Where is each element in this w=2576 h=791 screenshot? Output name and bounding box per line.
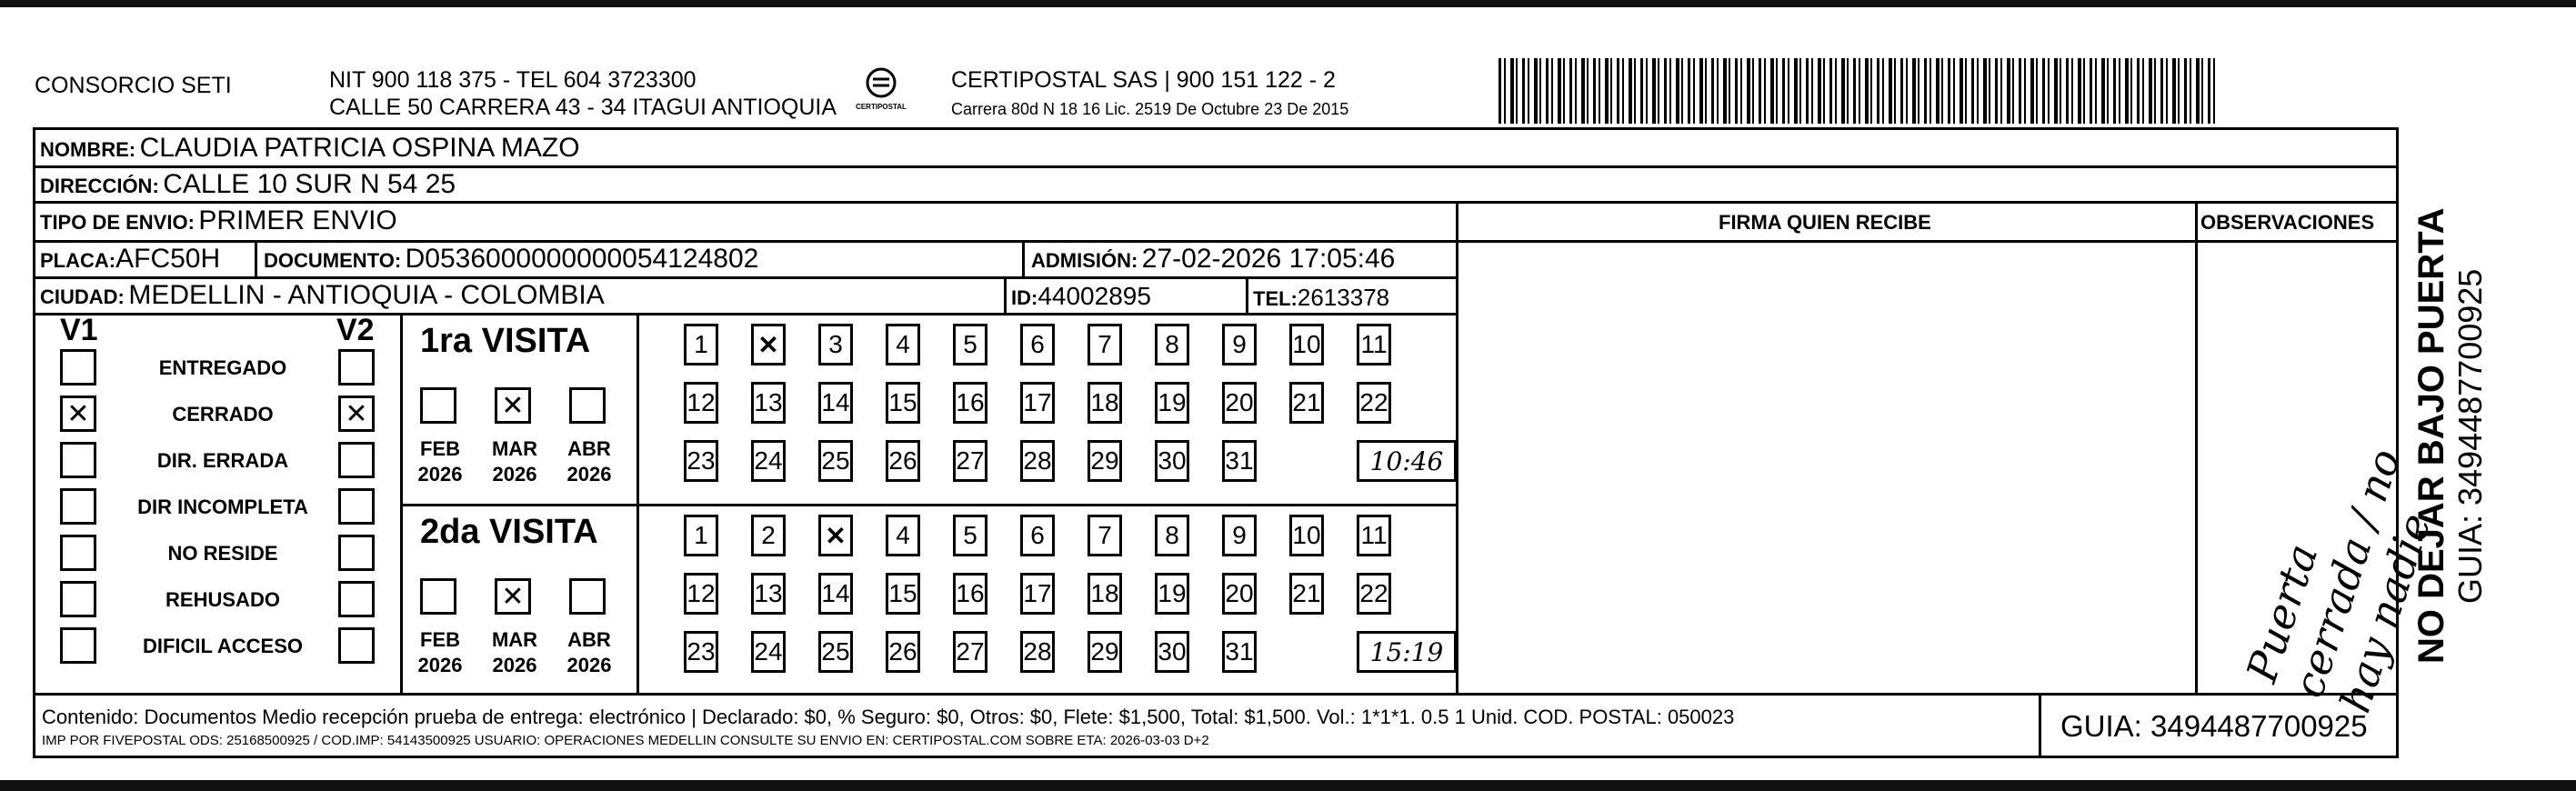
month-label: ABR 2026	[566, 437, 612, 486]
day-cell[interactable]: 19	[1155, 382, 1189, 424]
day-cell[interactable]: 12	[684, 573, 718, 615]
day-cell[interactable]: 14	[818, 382, 853, 424]
day-cell[interactable]: 25	[818, 631, 853, 673]
day-cell[interactable]: 13	[751, 573, 786, 615]
observaciones-header: OBSERVACIONES	[2200, 211, 2375, 234]
v2-checkbox[interactable]	[338, 442, 375, 478]
id-value: 44002895	[1037, 282, 1151, 310]
ciudad-value: MEDELLIN - ANTIOQUIA - COLOMBIA	[128, 280, 605, 310]
visit1-title: 1ra VISITA	[420, 322, 591, 360]
day-cell[interactable]: 6	[1020, 515, 1055, 556]
v2-label: V2	[336, 313, 375, 347]
day-cell[interactable]: 14	[818, 573, 853, 615]
day-cell[interactable]: 1	[684, 324, 718, 365]
day-cell[interactable]: ✕	[751, 324, 786, 365]
admision-value: 27-02-2026 17:05:46	[1141, 244, 1396, 274]
day-cell[interactable]: 16	[953, 382, 987, 424]
month-checkbox[interactable]	[569, 387, 606, 424]
id-label: ID:	[1011, 286, 1038, 309]
day-cell[interactable]: 3	[818, 324, 853, 365]
status-reason: DIR. ERRADA	[156, 449, 289, 472]
day-cell[interactable]: 5	[953, 324, 987, 365]
firma-header: FIRMA QUIEN RECIBE	[1719, 211, 1931, 234]
admision-label: ADMISIÓN:	[1031, 249, 1138, 272]
day-cell[interactable]: 10	[1289, 515, 1324, 556]
day-cell[interactable]: 18	[1088, 573, 1122, 615]
address-label: DIRECCIÓN:	[40, 175, 159, 197]
day-cell[interactable]: 1	[684, 515, 718, 556]
day-cell[interactable]: 15	[886, 573, 920, 615]
day-cell[interactable]: 27	[953, 631, 987, 673]
footer-line2: IMP POR FIVEPOSTAL ODS: 25168500925 / COD.IMP: 54143500925 USUARIO: OPERACIONES MEDELLIN CONSULTE SU ENVIO EN: CERTIPOSTAL.COM SOBRE ETA: 2026-03-03 D+2	[42, 733, 1209, 748]
day-cell[interactable]: 21	[1289, 573, 1324, 615]
visit2-title: 2da VISITA	[420, 513, 598, 551]
month-checkbox[interactable]: ✕	[495, 578, 531, 615]
placa-value: AFC50H	[115, 244, 221, 274]
v1-label: V1	[60, 313, 98, 347]
day-cell[interactable]: 31	[1222, 631, 1257, 673]
top-edge	[0, 0, 2576, 7]
day-cell[interactable]: 22	[1357, 382, 1391, 424]
status-reason: CERRADO	[172, 403, 274, 426]
day-cell[interactable]: 6	[1020, 324, 1055, 365]
day-cell[interactable]: 8	[1155, 515, 1189, 556]
day-cell[interactable]: 7	[1088, 324, 1122, 365]
day-cell[interactable]: ✕	[818, 515, 853, 556]
day-cell[interactable]: 27	[953, 440, 987, 482]
month-label: FEB 2026	[417, 628, 463, 676]
status-reason: REHUSADO	[165, 588, 280, 611]
day-cell[interactable]: 9	[1222, 324, 1257, 365]
day-cell[interactable]: 28	[1020, 631, 1055, 673]
footer-guia: GUIA: 3494487700925	[2060, 709, 2368, 743]
certipostal-logo: CERTIPOSTAL	[853, 67, 909, 124]
ciudad-label: CIUDAD:	[40, 285, 125, 308]
side-guia: GUIA: 3494487700925	[2451, 268, 2489, 604]
day-cell[interactable]: 21	[1289, 382, 1324, 424]
month-checkbox[interactable]	[569, 578, 606, 615]
day-cell[interactable]: 18	[1088, 382, 1122, 424]
day-cell[interactable]: 24	[751, 631, 786, 673]
documento-value: D0536000000000054124802	[405, 244, 759, 274]
day-cell[interactable]: 12	[684, 382, 718, 424]
carrier-name: CERTIPOSTAL SAS | 900 151 122 - 2	[951, 67, 1336, 93]
company-name: CONSORCIO SETI	[35, 73, 232, 98]
placa-label: PLACA:	[40, 249, 116, 272]
visit-time: 15:19	[1357, 631, 1457, 673]
status-reason: DIFICIL ACCESO	[142, 635, 303, 657]
v2-checkbox[interactable]	[338, 535, 375, 571]
day-cell[interactable]: 7	[1088, 515, 1122, 556]
month-checkbox[interactable]	[420, 578, 456, 615]
day-cell[interactable]: 15	[886, 382, 920, 424]
documento-label: DOCUMENTO:	[264, 249, 402, 272]
day-cell[interactable]: 2	[751, 515, 786, 556]
v1-checkbox[interactable]	[60, 581, 96, 617]
day-cell[interactable]: 19	[1155, 573, 1189, 615]
company-address: CALLE 50 CARRERA 43 - 34 ITAGUI ANTIOQUIA	[329, 95, 837, 120]
day-cell[interactable]: 29	[1088, 631, 1122, 673]
day-cell[interactable]: 4	[886, 324, 920, 365]
tipo-label: TIPO DE ENVIO:	[40, 211, 195, 234]
day-cell[interactable]: 11	[1357, 515, 1391, 556]
day-cell[interactable]: 26	[886, 440, 920, 482]
v2-checkbox[interactable]	[338, 627, 375, 664]
name-label: NOMBRE:	[40, 138, 136, 161]
day-cell[interactable]: 10	[1289, 324, 1324, 365]
v1-checkbox[interactable]	[60, 488, 96, 525]
day-cell[interactable]: 30	[1155, 440, 1189, 482]
side-warning: NO DEJAR BAJO PUERTA	[2411, 207, 2451, 664]
day-cell[interactable]: 30	[1155, 631, 1189, 673]
v1-checkbox[interactable]	[60, 535, 96, 571]
v1-checkbox[interactable]: ✕	[60, 396, 96, 432]
v1-checkbox[interactable]	[60, 349, 96, 385]
footer-line1: Contenido: Documentos Medio recepción prueba de entrega: electrónico | Declarado: $0, % Seguro: $0, Otros: $0, Flete: $1,500, Total: $1,500. Vol.: 1*1*1. 0.5 1 Unid. COD. POSTAL: 050023	[42, 706, 1735, 728]
v2-checkbox[interactable]: ✕	[338, 396, 375, 432]
status-reason: DIR INCOMPLETA	[137, 496, 308, 518]
day-cell[interactable]: 8	[1155, 324, 1189, 365]
status-reason: NO RESIDE	[167, 542, 278, 565]
month-checkbox[interactable]: ✕	[495, 387, 531, 424]
day-cell[interactable]: 13	[751, 382, 786, 424]
day-cell[interactable]: 31	[1222, 440, 1257, 482]
v2-checkbox[interactable]	[338, 488, 375, 525]
day-cell[interactable]: 4	[886, 515, 920, 556]
day-cell[interactable]: 23	[684, 440, 718, 482]
day-cell[interactable]: 24	[751, 440, 786, 482]
day-cell[interactable]: 28	[1020, 440, 1055, 482]
v1-checkbox[interactable]	[60, 627, 96, 664]
company-nit: NIT 900 118 375 - TEL 604 3723300	[329, 67, 697, 93]
observation-handwriting: Puerta cerrada / no hay nadie	[2237, 443, 2441, 719]
month-label: MAR 2026	[491, 437, 538, 486]
day-cell[interactable]: 16	[953, 573, 987, 615]
day-cell[interactable]: 22	[1357, 573, 1391, 615]
visit-time: 10:46	[1357, 440, 1457, 482]
month-label: MAR 2026	[491, 628, 538, 676]
day-cell[interactable]: 20	[1222, 382, 1257, 424]
day-cell[interactable]: 17	[1020, 382, 1055, 424]
tipo-envio: PRIMER ENVIO	[198, 205, 397, 235]
day-cell[interactable]: 17	[1020, 573, 1055, 615]
month-checkbox[interactable]	[420, 387, 456, 424]
day-cell[interactable]: 25	[818, 440, 853, 482]
month-label: FEB 2026	[417, 437, 463, 486]
barcode	[1498, 58, 2219, 124]
tel-label: TEL:	[1253, 287, 1298, 310]
day-cell[interactable]: 23	[684, 631, 718, 673]
month-label: ABR 2026	[566, 628, 612, 676]
v2-checkbox[interactable]	[338, 581, 375, 617]
tel-value: 2613378	[1297, 284, 1390, 311]
status-reason: ENTREGADO	[158, 356, 287, 379]
recipient-name: CLAUDIA PATRICIA OSPINA MAZO	[139, 133, 580, 163]
v2-checkbox[interactable]	[338, 349, 375, 385]
day-cell[interactable]: 9	[1222, 515, 1257, 556]
day-cell[interactable]: 5	[953, 515, 987, 556]
recipient-address: CALLE 10 SUR N 54 25	[163, 169, 456, 199]
day-cell[interactable]: 29	[1088, 440, 1122, 482]
carrier-address: Carrera 80d N 18 16 Lic. 2519 De Octubre 23 De 2015	[951, 100, 1349, 118]
bottom-edge	[0, 780, 2576, 791]
day-cell[interactable]: 20	[1222, 573, 1257, 615]
day-cell[interactable]: 11	[1357, 324, 1391, 365]
v1-checkbox[interactable]	[60, 442, 96, 478]
day-cell[interactable]: 26	[886, 631, 920, 673]
